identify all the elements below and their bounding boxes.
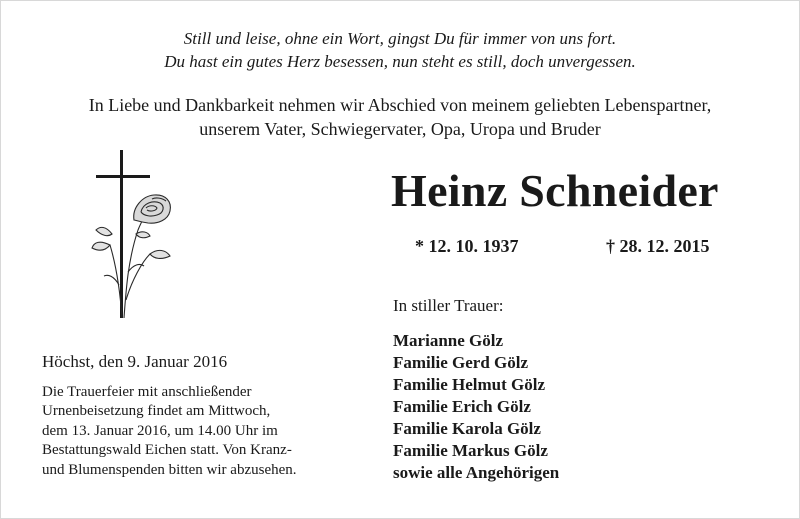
- poem-line: Still und leise, ohne ein Wort, gingst Du für immer von uns fort.: [183, 29, 617, 48]
- deceased-name: Heinz Schneider: [391, 165, 719, 216]
- intro-line: unserem Vater, Schwiegervater, Opa, Uropa und Bruder: [199, 119, 601, 139]
- emblem-graphic: [86, 150, 186, 322]
- mourners-list: [393, 330, 559, 484]
- poem: [0, 27, 800, 73]
- mourner-name: sowie alle Angehörigen: [393, 463, 560, 482]
- mourning-label: In stiller Trauer:: [393, 296, 504, 315]
- ceremony-line: und Blumenspenden bitten wir abzusehen.: [42, 461, 297, 478]
- rose-icon: [92, 195, 170, 318]
- mourner-name: Familie Karola Gölz: [393, 419, 541, 438]
- intro-line: In Liebe und Dankbarkeit nehmen wir Abschied von meinem geliebten Lebenspartner,: [88, 95, 712, 115]
- birth-date: * 12. 10. 1937: [415, 236, 519, 256]
- mourner-name: Familie Gerd Gölz: [393, 353, 529, 372]
- death-date: † 28. 12. 2015: [606, 236, 710, 256]
- poem-line: Du hast ein gutes Herz besessen, nun steht es still, doch unvergessen.: [164, 52, 636, 71]
- cross-rose-emblem: [86, 150, 186, 327]
- ceremony-line: Die Trauerfeier mit anschließender: [42, 384, 252, 400]
- ceremony-notice: [42, 383, 352, 480]
- mourner-name: Marianne Gölz: [393, 331, 504, 350]
- ceremony-line: Urnenbeisetzung findet am Mittwoch,: [42, 403, 271, 420]
- intro-text: [0, 93, 800, 141]
- ceremony-line: dem 13. Januar 2016, um 14.00 Uhr im: [42, 422, 278, 439]
- mourner-name: Familie Markus Gölz: [393, 441, 548, 460]
- mourner-name: Familie Helmut Gölz: [393, 375, 546, 394]
- mourner-name: Familie Erich Gölz: [393, 397, 531, 416]
- ceremony-line: Bestattungswald Eichen statt. Von Kranz-: [42, 442, 292, 459]
- place-date: Höchst, den 9. Januar 2016: [42, 352, 228, 371]
